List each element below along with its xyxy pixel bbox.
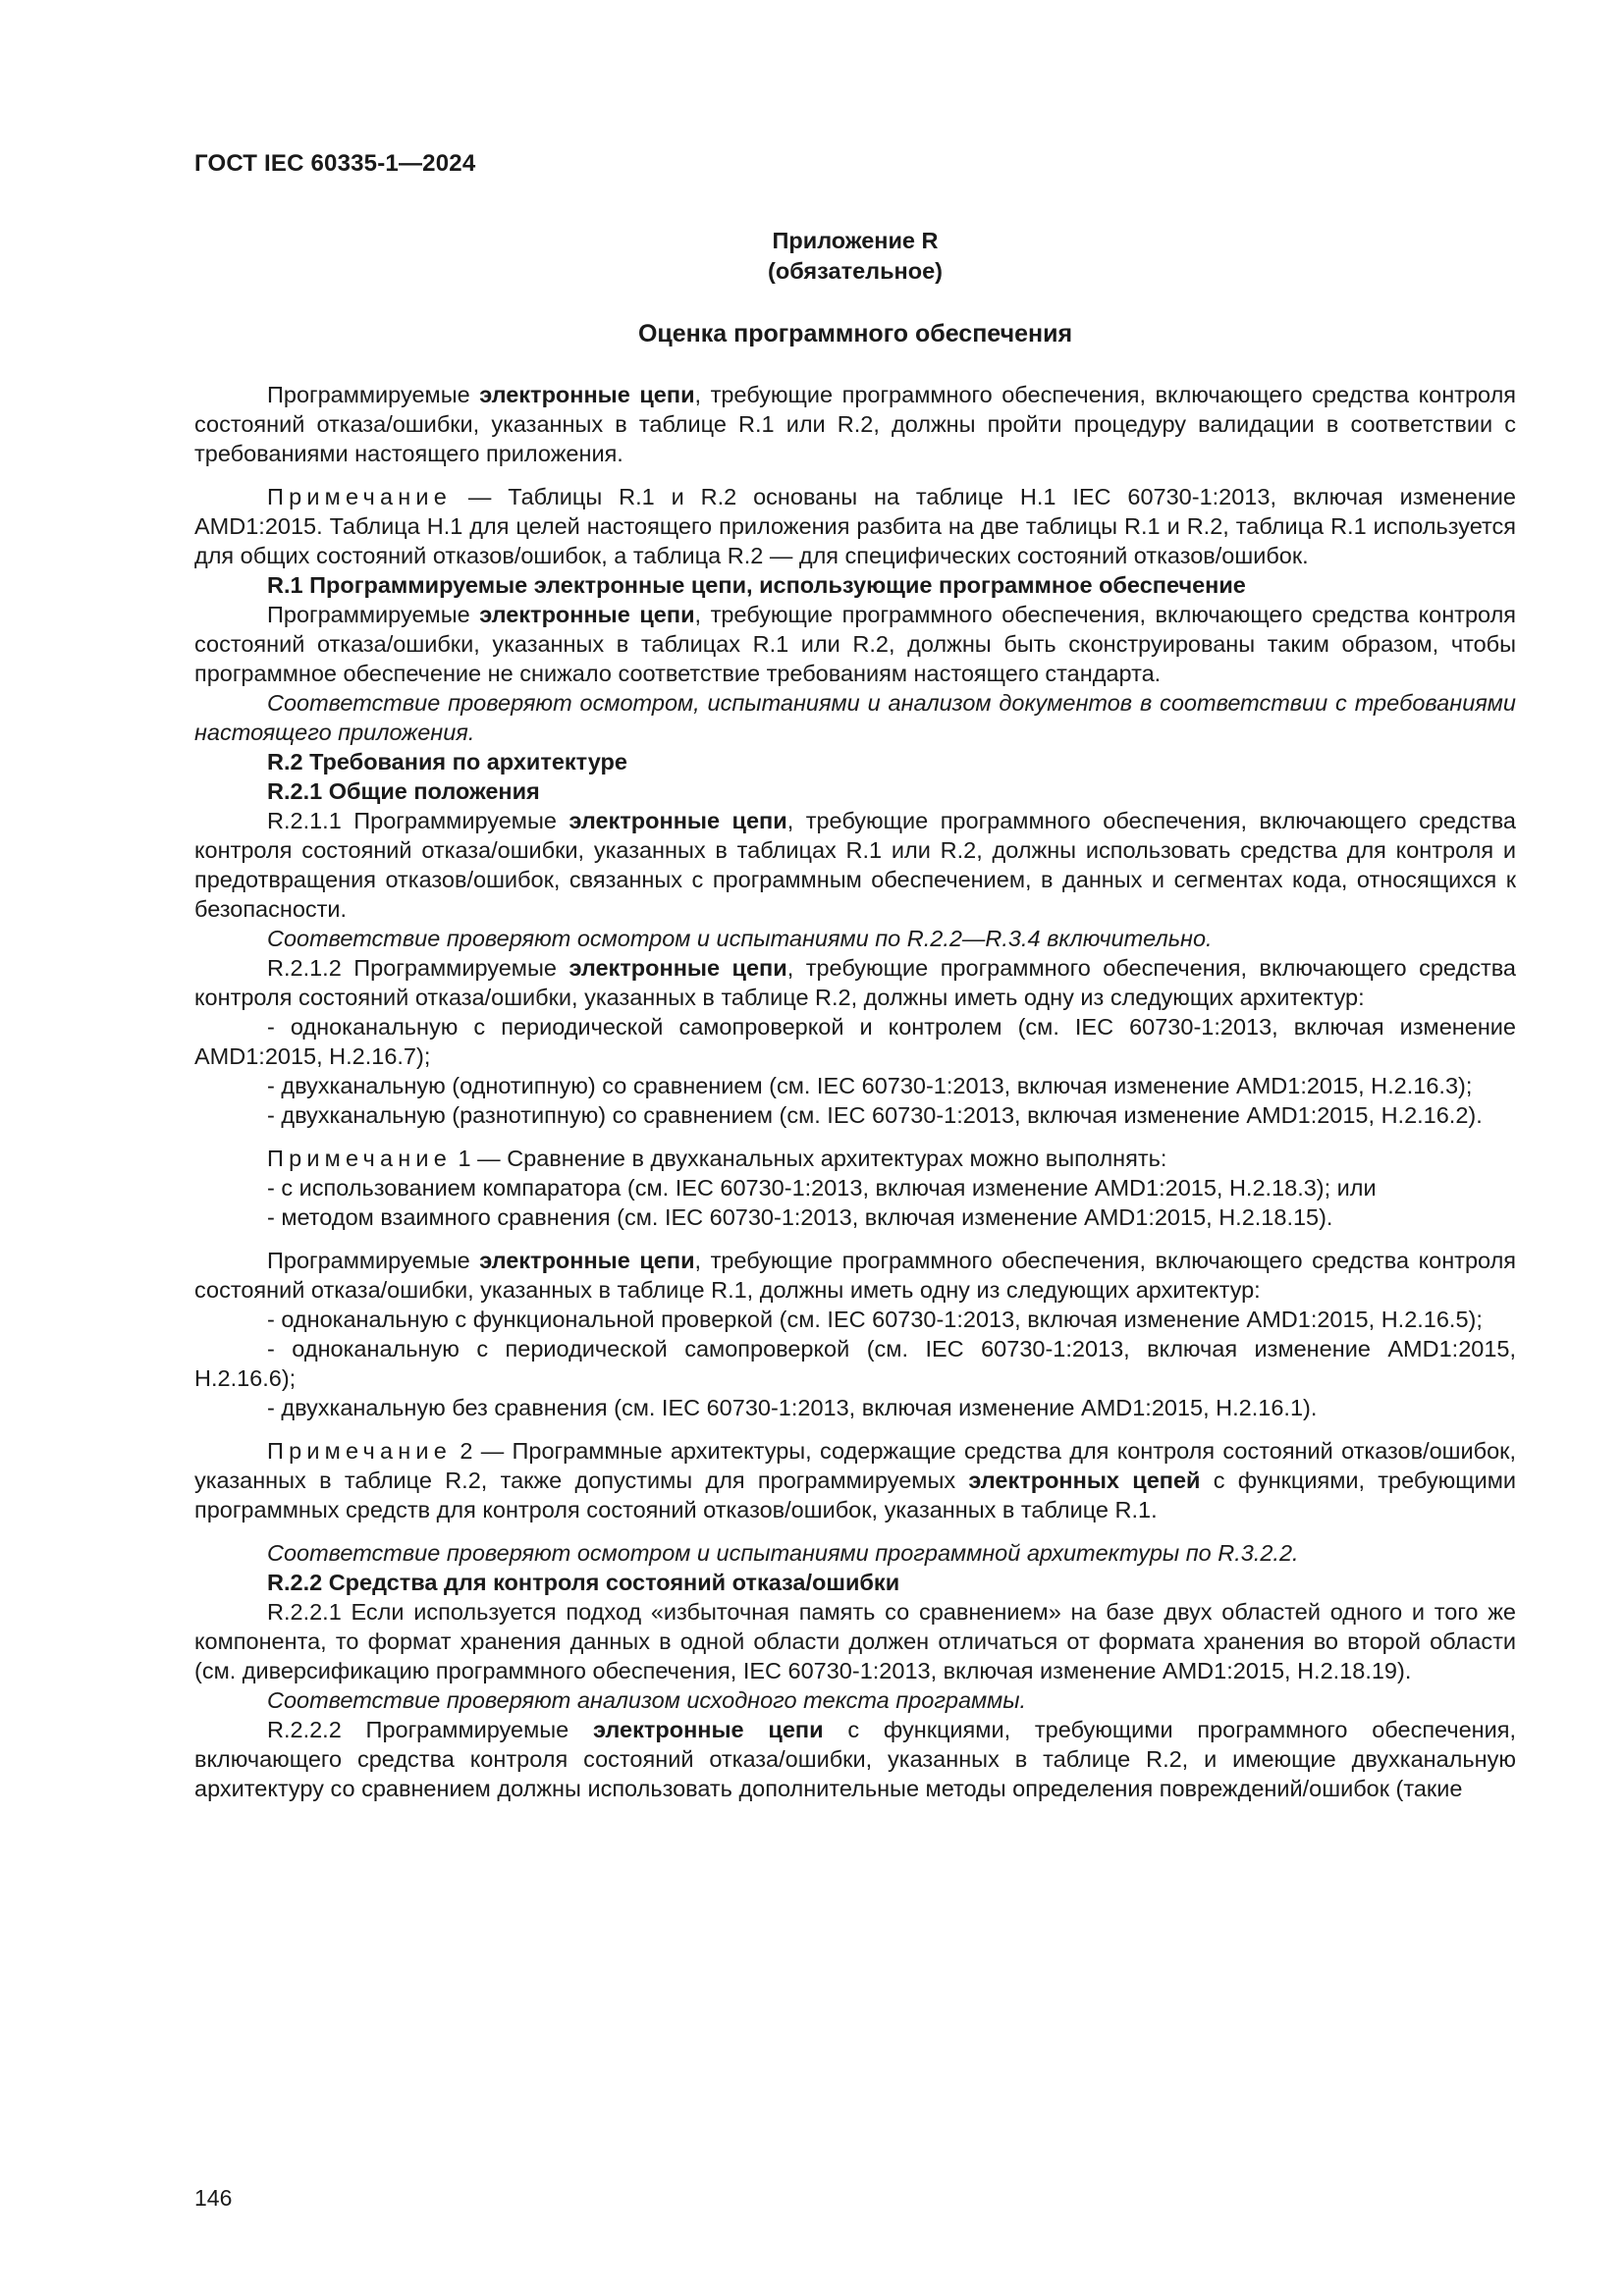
term-bold: электронных цепей — [968, 1468, 1201, 1493]
term-bold: электронные цепи — [568, 955, 787, 981]
r222-paragraph: R.2.2.2 Программируемые электронные цепи с функциями, требующими программного обеспечения, включающего средства контроля состояний отказа/ошибки, указанных в таблице R.2, и имеющие двухканальную архитектуру со сравнением должны использовать дополнительные методы определения повреждений/ошибок (такие — [194, 1717, 1517, 1801]
list-item: - одноканальную с периодической самопроверкой (см. IEC 60730-1:2013, включая изменение AMD1:2015, H.2.16.6); — [194, 1336, 1516, 1391]
note-1: Примечание 1 — Сравнение в двухканальных архитектурах можно выполнять: — [267, 1146, 1167, 1171]
list-item: - двухканальную (разнотипную) со сравнением (см. IEC 60730-1:2013, включая изменение AMD1:2015, H.2.16.2). — [267, 1102, 1483, 1128]
list-item: - одноканальную с функциональной проверкой (см. IEC 60730-1:2013, включая изменение AMD1:2015, H.2.16.5); — [267, 1307, 1483, 1332]
term-bold: электронные цепи — [593, 1717, 824, 1742]
r221-compliance: Соответствие проверяют анализом исходного текста программы. — [267, 1687, 1027, 1713]
list-item: - двухканальную (однотипную) со сравнением (см. IEC 60730-1:2013, включая изменение AMD1:2015, H.2.16.3); — [267, 1073, 1473, 1098]
r221-paragraph: R.2.2.1 Если используется подход «избыточная память со сравнением» на базе двух областей одного и того же компонента, то формат хранения данных в одной области должен отличаться от формата хранения во второй области (см. диверсификацию программного обеспечения, IEC 60730-1:2013, включая изменение AMD1:2015, H.2.18.19). — [194, 1599, 1516, 1683]
r21-paragraph-2: Программируемые электронные цепи, требующие программного обеспечения, включающего средства контроля состояний отказа/ошибки, указанных в таблице R.1, должны иметь одну из следующих архитектур: — [194, 1248, 1517, 1303]
standard-header: ГОСТ IEC 60335-1—2024 — [194, 150, 476, 177]
annex-status: (обязательное) — [768, 258, 943, 284]
note-2: Примечание 2 — Программные архитектуры, содержащие средства для контроля состояний отказов/ошибок, указанных в таблице R.2, также допустимы для программируемых электронных цепей с функциями, требующими программных средств для контроля состояний отказов/ошибок, указанных в таблице R.1. — [194, 1438, 1516, 1522]
term-bold: электронные цепи — [479, 1248, 695, 1273]
intro-paragraph: Программируемые электронные цепи, требующие программного обеспечения, включающего средства контроля состояний отказа/ошибки, указанных в таблице R.1 или R.2, должны пройти процедуру валидации в соответствии с требованиями настоящего приложения. — [194, 382, 1517, 466]
section-heading-r1: R.1 Программируемые электронные цепи, использующие программное обеспечение — [267, 572, 1246, 598]
term-bold: электронные цепи — [568, 808, 787, 833]
section-heading-r22: R.2.2 Средства для контроля состояний отказа/ошибки — [267, 1570, 900, 1595]
term-bold: электронные цепи — [479, 602, 695, 627]
list-item: - с использованием компаратора (см. IEC 60730-1:2013, включая изменение AMD1:2015, H.2.18.3); или — [267, 1175, 1377, 1201]
r211-paragraph: R.2.1.1 Программируемые электронные цепи, требующие программного обеспечения, включающего средства контроля состояний отказа/ошибки, указанных в таблицах R.1 или R.2, должны использовать средства для контроля и предотвращения отказов/ошибок, связанных с программным обеспечением, в данных и сегментах кода, относящихся к безопасности. — [194, 808, 1516, 922]
section-heading-r21: R.2.1 Общие положения — [267, 778, 540, 804]
note-label: Примечание — [267, 1438, 453, 1464]
intro-note: Примечание — Таблицы R.1 и R.2 основаны на таблице H.1 IEC 60730-1:2013, включая изменение AMD1:2015. Таблица H.1 для целей настоящего приложения разбита на две таблицы R.1 и R.2, таблица R.1 используется для общих состояний отказов/ошибок, а таблица R.2 — для специфических состояний отказов/ошибок. — [194, 484, 1516, 568]
list-item: - одноканальную с периодической самопроверкой и контролем (см. IEC 60730-1:2013, включая изменение AMD1:2015, H.2.16.7); — [194, 1014, 1516, 1069]
r21-compliance-2: Соответствие проверяют осмотром и испытаниями программной архитектуры по R.3.2.2. — [267, 1540, 1299, 1566]
annex-title: Оценка программного обеспечения — [637, 320, 1073, 347]
note-label: Примечание — [267, 484, 453, 509]
r212-paragraph: R.2.1.2 Программируемые электронные цепи, требующие программного обеспечения, включающего средства контроля состояний отказа/ошибки, указанных в таблице R.2, должны иметь одну из следующих архитектур: — [194, 955, 1516, 1010]
annex-name: Приложение R — [772, 228, 939, 253]
note-label: Примечание — [267, 1146, 453, 1171]
r1-compliance: Соответствие проверяют осмотром, испытаниями и анализом документов в соответствии с требованиями настоящего приложения. — [194, 690, 1516, 745]
list-item: - методом взаимного сравнения (см. IEC 60730-1:2013, включая изменение AMD1:2015, H.2.18.15). — [267, 1204, 1333, 1230]
term-bold: электронные цепи — [479, 382, 695, 407]
r1-paragraph: Программируемые электронные цепи, требующие программного обеспечения, включающего средства контроля состояний отказа/ошибки, указанных в таблицах R.1 или R.2, должны быть сконструированы таким образом, чтобы программное обеспечение не снижало соответствие требованиям настоящего стандарта. — [194, 602, 1517, 686]
r211-compliance: Соответствие проверяют осмотром и испытаниями по R.2.2—R.3.4 включительно. — [267, 926, 1213, 951]
document-body — [194, 380, 1516, 1803]
section-heading-r2: R.2 Требования по архитектуре — [267, 749, 627, 774]
page-number: 146 — [194, 2185, 233, 2211]
list-item: - двухканальную без сравнения (см. IEC 60730-1:2013, включая изменение AMD1:2015, H.2.16.1). — [267, 1395, 1318, 1420]
